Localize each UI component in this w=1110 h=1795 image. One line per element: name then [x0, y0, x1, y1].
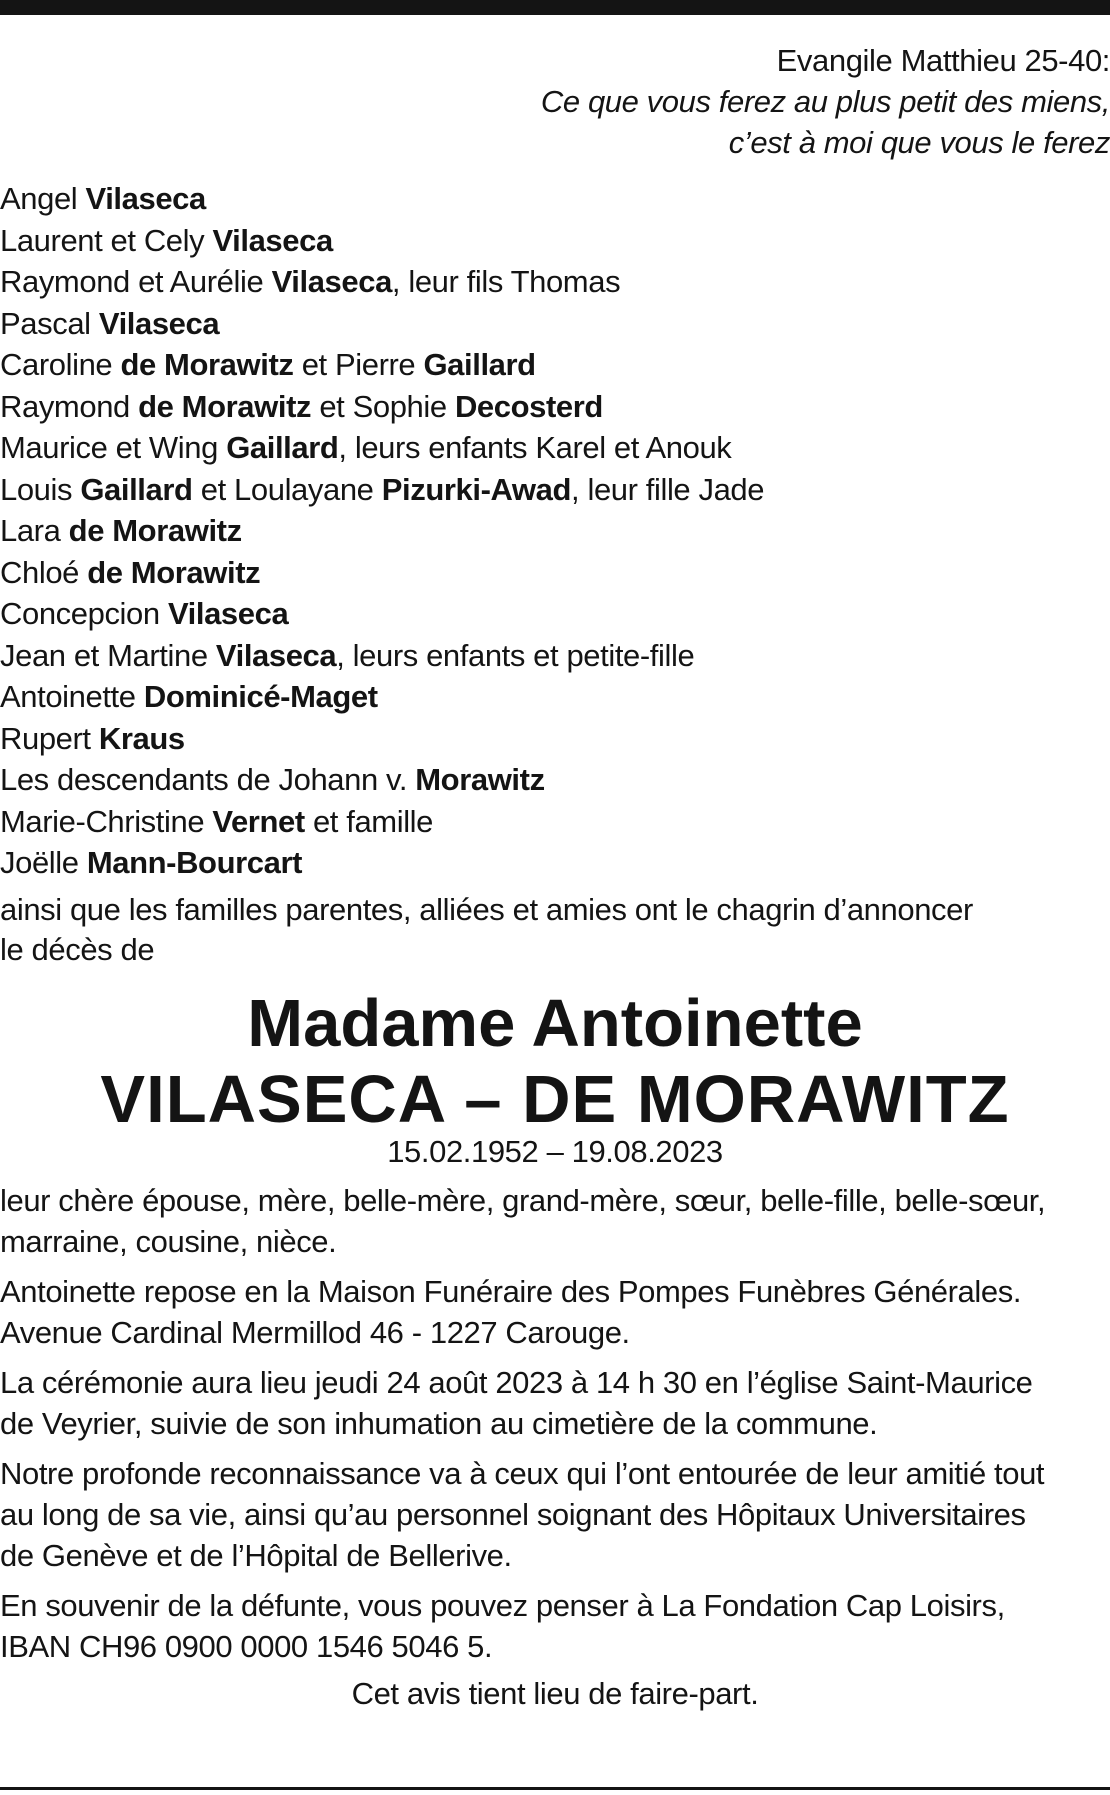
family-member: Marie-Christine Vernet et famille — [0, 803, 434, 839]
top-border-rule — [0, 0, 1110, 15]
quote-reference: Evangile Matthieu 25-40: — [776, 43, 1110, 78]
bible-quote — [0, 40, 1110, 163]
family-member: Caroline de Morawitz et Pierre Gaillard — [0, 347, 536, 382]
family-member: Antoinette Dominicé-Maget — [0, 679, 378, 714]
deceased-name: Madame Antoinette — [247, 985, 863, 1061]
family-member: Joëlle Mann-Bourcart — [0, 845, 303, 880]
family-member: Lara de Morawitz — [0, 513, 242, 548]
paragraph-line: Antoinette repose en la Maison Funéraire des Pompes Funèbres Générales. — [0, 1273, 1022, 1309]
paragraph-line: Notre profonde reconnaissance va à ceux qui l’ont entourée de leur amitié tout — [0, 1455, 1045, 1491]
family-member: Laurent et Cely Vilaseca — [0, 222, 333, 258]
family-member: Angel Vilaseca — [0, 181, 206, 216]
paragraph-line: En souvenir de la défunte, vous pouvez penser à La Fondation Cap Loisirs, — [0, 1587, 1005, 1623]
relation-paragraph — [0, 1180, 1110, 1262]
family-member: Chloé de Morawitz — [0, 554, 261, 590]
paragraph-line: Avenue Cardinal Mermillod 46 - 1227 Carouge. — [0, 1314, 630, 1350]
deceased-block — [0, 986, 1110, 1170]
obituary-notice — [0, 40, 1110, 1714]
quote-line: c’est à moi que vous le ferez — [728, 125, 1110, 160]
paragraph-line: leur chère épouse, mère, belle-mère, grand-mère, sœur, belle-fille, belle-sœur, — [0, 1182, 1046, 1218]
paragraph-line: de Genève et de l’Hôpital de Bellerive. — [0, 1537, 512, 1573]
family-member: Concepcion Vilaseca — [0, 596, 289, 631]
life-dates: 15.02.1952 – 19.08.2023 — [387, 1133, 723, 1169]
announcement-line: ainsi que les familles parentes, alliées et amies ont le chagrin d’annoncer — [0, 891, 973, 927]
paragraph-line: La cérémonie aura lieu jeudi 24 août 2023 à 14 h 30 en l’église Saint-Maurice — [0, 1364, 1033, 1400]
quote-line: Ce que vous ferez au plus petit des miens, — [540, 84, 1110, 119]
paragraph-line: marraine, cousine, nièce. — [0, 1223, 337, 1259]
announcement-line: le décès de — [0, 931, 155, 967]
family-member: Maurice et Wing Gaillard, leurs enfants Karel et Anouk — [0, 430, 732, 465]
family-member: Rupert Kraus — [0, 720, 185, 756]
paragraph-line: au long de sa vie, ainsi qu’au personnel soignant des Hôpitaux Universitaires — [0, 1496, 1026, 1532]
donation-paragraph — [0, 1585, 1110, 1667]
ceremony-paragraph — [0, 1362, 1110, 1444]
deceased-surname: VILASECA – DE MORAWITZ — [100, 1061, 1010, 1137]
announcement-text — [0, 890, 1110, 970]
family-member: Les descendants de Johann v. Morawitz — [0, 762, 545, 797]
thanks-paragraph — [0, 1453, 1110, 1576]
family-list — [0, 178, 1110, 884]
paragraph-line: de Veyrier, suivie de son inhumation au cimetière de la commune. — [0, 1405, 878, 1441]
bottom-border-rule — [0, 1787, 1110, 1790]
family-member: Louis Gaillard et Loulayane Pizurki-Awad, leur fille Jade — [0, 471, 765, 507]
rest-location-paragraph — [0, 1271, 1110, 1353]
family-member: Raymond de Morawitz et Sophie Decosterd — [0, 388, 603, 424]
closing-note: Cet avis tient lieu de faire-part. — [351, 1675, 759, 1711]
family-member: Raymond et Aurélie Vilaseca, leur fils Thomas — [0, 264, 621, 299]
paragraph-line: IBAN CH96 0900 0000 1546 5046 5. — [0, 1628, 493, 1664]
family-member: Jean et Martine Vilaseca, leurs enfants et petite-fille — [0, 637, 695, 673]
family-member: Pascal Vilaseca — [0, 305, 220, 341]
